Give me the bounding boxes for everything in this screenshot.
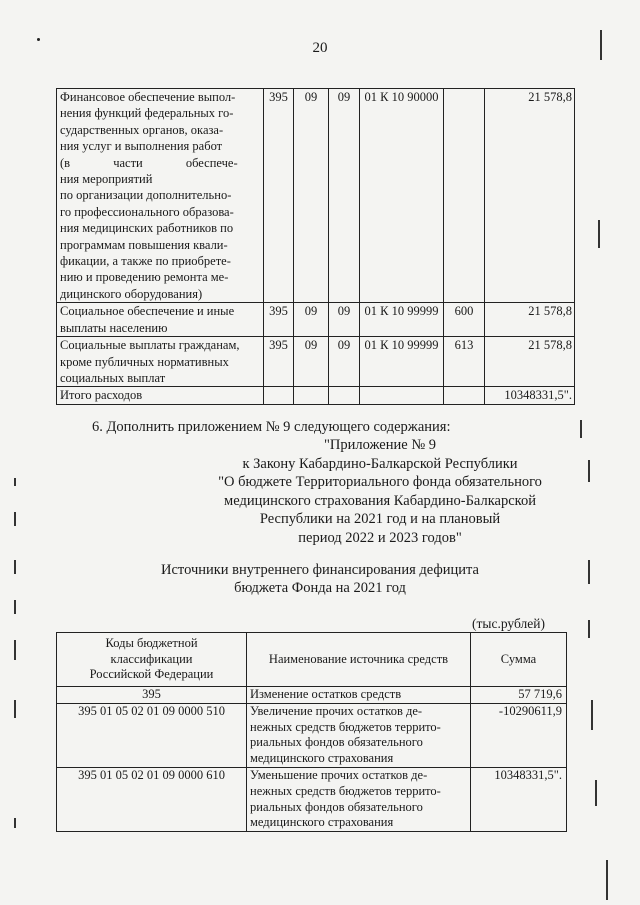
row-name-line: программам повышения квали-	[60, 237, 228, 252]
header-name: Наименование источника средств	[247, 633, 471, 687]
cell-sum: -10290611,9	[471, 703, 567, 767]
row-name-line: кроме публичных нормативных	[60, 354, 229, 369]
description-line: нежных средств бюджетов террито-	[250, 719, 441, 734]
row-name-line: (в части обеспече-	[60, 155, 238, 170]
cell-description	[247, 767, 471, 831]
table-row	[57, 703, 567, 767]
row-name-line: по организации дополнительно-	[60, 188, 232, 203]
cell-c4: 01 К 10 99999	[360, 337, 444, 387]
table-header-row	[57, 633, 567, 687]
description-line: риальных фондов обязательного	[250, 735, 423, 750]
table-row	[57, 687, 567, 704]
scan-mark	[14, 560, 16, 574]
row-name-line: сударственных органов, оказа-	[60, 122, 224, 137]
row-name-line: ния мероприятий	[60, 172, 153, 187]
scan-mark	[591, 700, 593, 730]
cell-c2: 09	[294, 337, 329, 387]
row-name-line: нения функций федеральных го-	[60, 106, 234, 121]
appendix-heading	[180, 436, 580, 548]
appendix-line: "О бюджете Территориального фонда обязательного	[218, 474, 542, 491]
scan-mark	[598, 220, 600, 248]
cell-c3	[329, 387, 360, 404]
cell-amount: 21 578,8	[485, 303, 575, 337]
row-name-line: выплаты населению	[60, 320, 168, 335]
sources-title-line: бюджета Фонда на 2021 год	[234, 579, 406, 596]
cell-description	[247, 687, 471, 704]
header-codes-line: Российской Федерации	[89, 667, 214, 682]
cell-amount: 10348331,5".	[485, 387, 575, 404]
scan-mark	[588, 460, 590, 482]
cell-code: 395 01 05 02 01 09 0000 610	[57, 767, 247, 831]
row-name-line: нию и проведению ремонта ме-	[60, 270, 229, 285]
cell-c5: 600	[444, 303, 485, 337]
row-name	[57, 89, 264, 303]
table-row	[57, 303, 575, 337]
cell-c2: 09	[294, 89, 329, 303]
row-name-line: Социальное обеспечение и иные	[60, 304, 235, 319]
cell-amount: 21 578,8	[485, 337, 575, 387]
row-name	[57, 303, 264, 337]
description-line: Увеличение прочих остатков де-	[250, 703, 423, 718]
table-row	[57, 337, 575, 387]
scan-mark	[588, 620, 590, 638]
row-name-line: ния медицинских работников по	[60, 221, 234, 236]
cell-c5	[444, 387, 485, 404]
cell-amount: 21 578,8	[485, 89, 575, 303]
table-row	[57, 89, 575, 303]
cell-c4: 01 К 10 90000	[360, 89, 444, 303]
row-name-line: Финансовое обеспечение выпол-	[60, 90, 236, 104]
row-name-line: Социальные выплаты гражданам,	[60, 338, 240, 353]
page-number: 20	[312, 40, 328, 56]
sources-title	[90, 562, 550, 597]
scan-mark	[588, 560, 590, 584]
row-name-line: го профессионального образова-	[60, 204, 234, 219]
header-codes-line: Коды бюджетной	[105, 635, 198, 650]
scan-mark	[14, 478, 16, 486]
description-line: нежных средств бюджетов террито-	[250, 783, 441, 798]
appendix-line: медицинского страхования Кабардино-Балкарской	[224, 492, 536, 509]
cell-c2	[294, 387, 329, 404]
scan-mark	[595, 780, 597, 806]
cell-c4: 01 К 10 99999	[360, 303, 444, 337]
scan-mark	[606, 860, 608, 900]
cell-c5: 613	[444, 337, 485, 387]
row-name	[57, 387, 264, 404]
description-line: медицинского страхования	[250, 751, 394, 766]
sources-title-line: Источники внутреннего финансирования дефицита	[161, 562, 479, 578]
scan-mark	[600, 30, 602, 60]
appendix-line: "Приложение № 9	[323, 437, 437, 453]
point-6-text: 6. Дополнить приложением № 9 следующего содержания:	[92, 419, 451, 435]
description-line: риальных фондов обязательного	[250, 799, 423, 814]
description-line: Уменьшение прочих остатков де-	[250, 767, 428, 782]
cell-c1: 395	[264, 303, 294, 337]
cell-c2: 09	[294, 303, 329, 337]
cell-c3: 09	[329, 303, 360, 337]
scan-mark	[14, 600, 16, 614]
row-name-line: ния услуг и выполнения работ	[60, 139, 223, 154]
cell-code: 395	[57, 687, 247, 704]
cell-c1: 395	[264, 89, 294, 303]
cell-description	[247, 703, 471, 767]
header-codes-line: классификации	[110, 651, 193, 666]
header-sum: Сумма	[471, 633, 567, 687]
cell-c3: 09	[329, 89, 360, 303]
cell-c4	[360, 387, 444, 404]
expenses-table	[56, 88, 575, 405]
table-row	[57, 767, 567, 831]
scan-mark	[580, 420, 582, 438]
cell-c1: 395	[264, 337, 294, 387]
cell-c1	[264, 387, 294, 404]
cell-c3: 09	[329, 337, 360, 387]
cell-sum: 10348331,5".	[471, 767, 567, 831]
cell-sum: 57 719,6	[471, 687, 567, 704]
row-name-line: Итого расходов	[60, 388, 143, 403]
cell-c5	[444, 89, 485, 303]
scan-mark	[14, 818, 16, 828]
sources-table	[56, 632, 567, 832]
cell-code: 395 01 05 02 01 09 0000 510	[57, 703, 247, 767]
table-row	[57, 387, 575, 404]
row-name-line: фикации, а также по приобрете-	[60, 254, 231, 269]
appendix-line: период 2022 и 2023 годов"	[298, 529, 462, 546]
appendix-line: к Закону Кабардино-Балкарской Республики	[242, 455, 518, 472]
scan-dot	[37, 38, 40, 41]
description-line: медицинского страхования	[250, 815, 394, 830]
row-name-line: социальных выплат	[60, 370, 166, 385]
scan-mark	[14, 640, 16, 660]
row-name-line: дицинского оборудования)	[60, 286, 203, 301]
header-codes	[57, 633, 247, 687]
scan-mark	[14, 512, 16, 526]
description-line: Изменение остатков средств	[250, 687, 402, 701]
row-name	[57, 337, 264, 387]
appendix-line: Республики на 2021 год и на плановый	[259, 511, 501, 528]
units-label: (тыс.рублей)	[472, 616, 545, 631]
scan-mark	[14, 700, 16, 718]
